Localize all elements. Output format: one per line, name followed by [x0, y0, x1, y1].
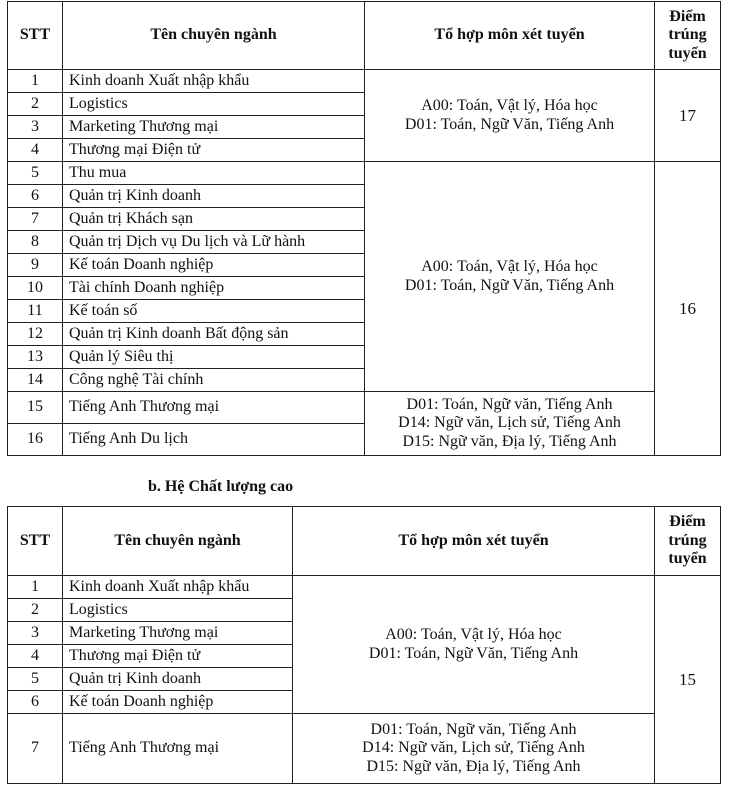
- row-stt: 1: [8, 576, 63, 599]
- row-name: Thu mua: [63, 162, 365, 185]
- row-name: Marketing Thương mại: [63, 622, 293, 645]
- combo-line: D15: Ngữ văn, Địa lý, Tiếng Anh: [366, 757, 581, 775]
- row-name: Kế toán số: [63, 300, 365, 323]
- combo-line: D14: Ngữ văn, Lịch sử, Tiếng Anh: [362, 739, 585, 757]
- row-stt: 6: [8, 185, 63, 208]
- header-score: [655, 2, 721, 70]
- row-name: Kinh doanh Xuất nhập khẩu: [63, 70, 365, 93]
- admission-table-high-quality: [7, 506, 721, 784]
- combo-line: D01: Toán, Ngữ Văn, Tiếng Anh: [404, 276, 615, 294]
- combo-cell: [293, 576, 655, 714]
- row-stt: 7: [8, 208, 63, 231]
- row-stt: 9: [8, 254, 63, 277]
- row-name: Quản lý Siêu thị: [63, 346, 365, 369]
- row-name: Quản trị Kinh doanh Bất động sản: [63, 323, 365, 346]
- row-stt: 4: [8, 645, 63, 668]
- row-stt: 13: [8, 346, 63, 369]
- row-name: Công nghệ Tài chính: [63, 369, 365, 392]
- header-score-line: trúng: [668, 26, 707, 44]
- row-stt: 12: [8, 323, 63, 346]
- table-row: [8, 70, 721, 93]
- row-stt: 10: [8, 277, 63, 300]
- table-row: [8, 576, 721, 599]
- header-score-line: tuyển: [668, 44, 707, 62]
- row-name: Kế toán Doanh nghiệp: [63, 254, 365, 277]
- header-combo: Tổ hợp môn xét tuyển: [293, 507, 655, 576]
- header-score-line: tuyển: [668, 550, 707, 568]
- combo-cell: [365, 162, 655, 392]
- combo-cell: [365, 70, 655, 162]
- header-score-line: Điểm: [669, 513, 706, 531]
- table-header-row: [8, 2, 721, 70]
- row-stt: 7: [8, 714, 63, 784]
- combo-line: D15: Ngữ văn, Địa lý, Tiếng Anh: [402, 432, 617, 450]
- combo-line: D14: Ngữ văn, Lịch sử, Tiếng Anh: [398, 414, 621, 432]
- row-name: Kinh doanh Xuất nhập khẩu: [63, 576, 293, 599]
- combo-line: D01: Toán, Ngữ Văn, Tiếng Anh: [368, 644, 579, 662]
- row-name: Thương mại Điện tử: [63, 139, 365, 162]
- combo-line: A00: Toán, Vật lý, Hóa học: [421, 258, 598, 276]
- row-stt: 5: [8, 162, 63, 185]
- combo-cell: [365, 392, 655, 456]
- row-stt: 3: [8, 622, 63, 645]
- table-row: [8, 714, 721, 784]
- row-stt: 11: [8, 300, 63, 323]
- header-stt: STT: [8, 507, 63, 576]
- combo-line: D01: Toán, Ngữ văn, Tiếng Anh: [370, 720, 577, 738]
- row-name: Logistics: [63, 93, 365, 116]
- combo-line: A00: Toán, Vật lý, Hóa học: [385, 626, 562, 644]
- combo-cell: [293, 714, 655, 784]
- row-name: Thương mại Điện tử: [63, 645, 293, 668]
- row-stt: 3: [8, 116, 63, 139]
- header-score-line: Điểm: [669, 7, 706, 25]
- row-stt: 2: [8, 599, 63, 622]
- table-row: [8, 392, 721, 424]
- row-name: Quản trị Dịch vụ Du lịch và Lữ hành: [63, 231, 365, 254]
- combo-line: A00: Toán, Vật lý, Hóa học: [421, 97, 598, 115]
- table-header-row: [8, 507, 721, 576]
- row-name: Tiếng Anh Du lịch: [63, 424, 365, 456]
- row-name: Tiếng Anh Thương mại: [63, 714, 293, 784]
- row-name: Quản trị Khách sạn: [63, 208, 365, 231]
- row-stt: 6: [8, 691, 63, 714]
- section-subtitle: b. Hệ Chất lượng cao: [148, 478, 294, 495]
- header-name: Tên chuyên ngành: [63, 507, 293, 576]
- row-name: Quản trị Kinh doanh: [63, 185, 365, 208]
- header-name: Tên chuyên ngành: [63, 2, 365, 70]
- header-score: [655, 507, 721, 576]
- row-stt: 5: [8, 668, 63, 691]
- score-cell: 16: [655, 162, 721, 456]
- row-stt: 14: [8, 369, 63, 392]
- row-stt: 15: [8, 392, 63, 424]
- header-stt: STT: [8, 2, 63, 70]
- row-stt: 8: [8, 231, 63, 254]
- header-score-line: trúng: [668, 531, 707, 549]
- row-stt: 1: [8, 70, 63, 93]
- row-stt: 16: [8, 424, 63, 456]
- row-name: Quản trị Kinh doanh: [63, 668, 293, 691]
- admission-table-standard: [7, 1, 721, 456]
- row-name: Marketing Thương mại: [63, 116, 365, 139]
- row-name: Tiếng Anh Thương mại: [63, 392, 365, 424]
- table-row: [8, 162, 721, 185]
- header-combo: Tổ hợp môn xét tuyển: [365, 2, 655, 70]
- row-stt: 2: [8, 93, 63, 116]
- row-name: Kế toán Doanh nghiệp: [63, 691, 293, 714]
- combo-line: D01: Toán, Ngữ Văn, Tiếng Anh: [404, 115, 615, 133]
- row-name: Tài chính Doanh nghiệp: [63, 277, 365, 300]
- row-name: Logistics: [63, 599, 293, 622]
- score-cell: 15: [655, 576, 721, 784]
- score-cell: 17: [655, 70, 721, 162]
- row-stt: 4: [8, 139, 63, 162]
- combo-line: D01: Toán, Ngữ văn, Tiếng Anh: [406, 395, 613, 413]
